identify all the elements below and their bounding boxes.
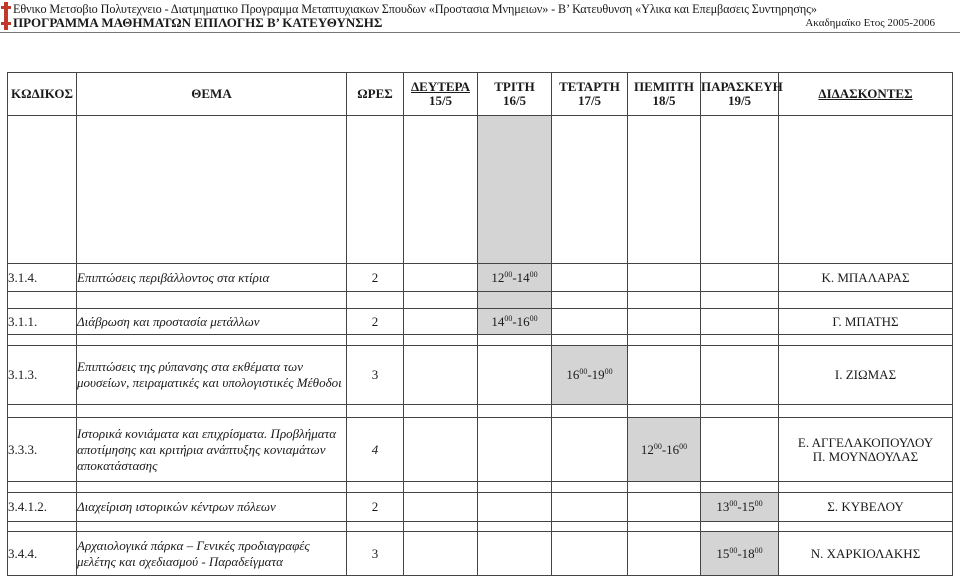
col-thursday-date: 18/5 [652,93,676,108]
col-wednesday [552,73,628,116]
col-friday-date: 19/5 [727,93,752,108]
slot-start-min: 00 [729,499,738,508]
slot-end-hour: 16 [666,441,680,457]
col-tuesday-date: 16/5 [502,93,527,108]
col-hours: ΩΡΕΣ [347,73,404,116]
table-row [8,309,953,335]
row-code: 3.1.1. [8,309,77,335]
slot-end-hour: 18 [741,545,755,561]
time-slot: $15^{00}-18^{00}$ [701,532,779,576]
schedule-table [7,72,953,576]
row-code: 3.4.1.2. [8,493,77,522]
row-topic: Επιπτώσεις περιβάλλοντος στα κτίρια [77,264,347,292]
document-header [0,0,960,34]
slot-end-hour: 14 [516,269,530,285]
row-teacher: Κ. ΜΠΑΛΑΡΑΣ [779,264,953,292]
row-topic: Επιπτώσεις της ρύπανσης στα εκθέματα των μουσείων, πειραματικές και υπολογιστικές Μέθοδοι [77,346,347,405]
time-slot: $12^{00}-14^{00}$ [478,264,552,292]
header-divider [0,32,960,33]
row-teachers [779,418,953,482]
slot-end-min: 00 [679,441,688,451]
row-hours: 3 [347,532,404,576]
time-slot: $13^{00}-15^{00}$ [701,493,779,522]
row-hours: 2 [347,309,404,335]
slot-end-min: 00 [754,545,763,555]
row-teacher: Γ. ΜΠΑΤΗΣ [779,309,953,335]
slot-start-hour: 15 [716,545,730,561]
col-monday [404,73,478,116]
row-teacher: Ι. ΖΙΩΜΑΣ [779,346,953,405]
table-row [8,264,953,292]
col-code: ΚΩΔΙΚΟΣ [8,73,77,116]
slot-start-hour: 16 [566,367,580,382]
header-row [8,73,953,116]
row-teacher: Ν. ΧΑΡΚΙΟΛΑΚΗΣ [779,532,953,576]
time-slot: $14^{00}-16^{00}$ [478,309,552,335]
slot-start-hour: 12 [491,269,505,285]
table-row [8,493,953,522]
header-title: ΠΡΟΓΡΑΜΜΑ ΜΑΘΗΜΑΤΩΝ ΕΠΙΛΟΓΗΣ Β’ ΚΑΤΕΥΘΥΝΣΗΣ [13,15,383,30]
table-row [8,346,953,405]
time-slot: $16^{00}-19^{00}$ [552,346,628,405]
spacer-row [8,292,953,309]
spacer-row [8,405,953,418]
col-monday-date: 15/5 [428,93,453,108]
slot-start-hour: 13 [716,499,730,514]
col-monday-name: ΔΕΥΤΕΡΑ [411,79,470,94]
row-topic: Διαχείριση ιστορικών κέντρων πόλεων [77,493,347,522]
col-thursday-name: ΠΕΜΠΤΗ [634,79,694,94]
col-topic: ΘΕΜΑ [77,73,347,116]
row-teacher: Π. ΜΟΥΝΔΟΥΛΑΣ [812,448,919,464]
row-code: 3.1.3. [8,346,77,405]
header-institution-line: Εθνικο Μετσοβιο Πολυτεχνειο - Διατμηματικο Προγραμμα Μεταπτυχιακων Σπουδων «Προστασια Μνημειων» - Β’ Κατευθυνση «Υλικα και Επεμβασεις Συντηρησης» [13,2,817,16]
col-thursday [628,73,701,116]
slot-start-min: 00 [653,441,662,451]
col-wednesday-name: ΤΕΤΑΡΤΗ [559,79,620,94]
empty-row [8,116,953,264]
row-code: 3.1.4. [8,264,77,292]
table-row [8,532,953,576]
row-teacher: Ε. ΑΓΓΕΛΑΚΟΠΟΥΛΟΥ [797,434,934,450]
col-friday-name: ΠΑΡΑΣΚΕΥΗ [701,79,783,94]
slot-end-min: 00 [604,367,613,376]
spacer-row [8,522,953,532]
slot-end-min: 00 [529,313,538,323]
row-hours: 2 [347,264,404,292]
row-code: 3.4.4. [8,532,77,576]
row-code: 3.3.3. [8,418,77,482]
row-hours: 3 [347,346,404,405]
slot-end-min: 00 [529,269,538,279]
slot-start-hour: 14 [491,313,505,329]
row-topic: Ιστορικά κονιάματα και επιχρίσματα. Προβλήματα αποτίμησης και κριτήρια ανάπτυξης κονιαμάτων αποκατάστασης [77,418,347,482]
slot-end-min: 00 [754,499,763,508]
col-tuesday [478,73,552,116]
slot-end-hour: 15 [741,499,755,514]
table-row [8,418,953,482]
row-topic: Αρχαιολογικά πάρκα – Γενικές προδιαγραφές μελέτης και σχεδιασμού - Παραδείγματα [77,532,347,576]
slot-start-hour: 12 [640,441,654,457]
slot-start-min: 00 [504,313,513,323]
slot-end-hour: 19 [591,367,605,382]
header-academic-year: Ακαδημαϊκο Ετος 2005-2006 [805,17,935,29]
slot-start-min: 00 [729,545,738,555]
row-topic: Διάβρωση και προστασία μετάλλων [77,309,347,335]
row-teacher: Σ. ΚΥΒΕΛΟΥ [779,493,953,522]
row-hours: 2 [347,493,404,522]
slot-start-min: 00 [579,367,588,376]
col-teachers: ΔΙΔΑΣΚΟΝΤΕΣ [779,73,953,116]
spacer-row [8,482,953,493]
time-slot: $12^{00}-16^{00}$ [628,418,701,482]
slot-start-min: 00 [504,269,513,279]
col-friday [701,73,783,116]
row-hours: 4 [347,418,404,482]
slot-end-hour: 16 [516,313,530,329]
ntua-logo-icon [1,2,11,30]
spacer-row [8,335,953,346]
col-wednesday-date: 17/5 [577,93,602,108]
col-tuesday-name: ΤΡΙΤΗ [494,79,535,94]
